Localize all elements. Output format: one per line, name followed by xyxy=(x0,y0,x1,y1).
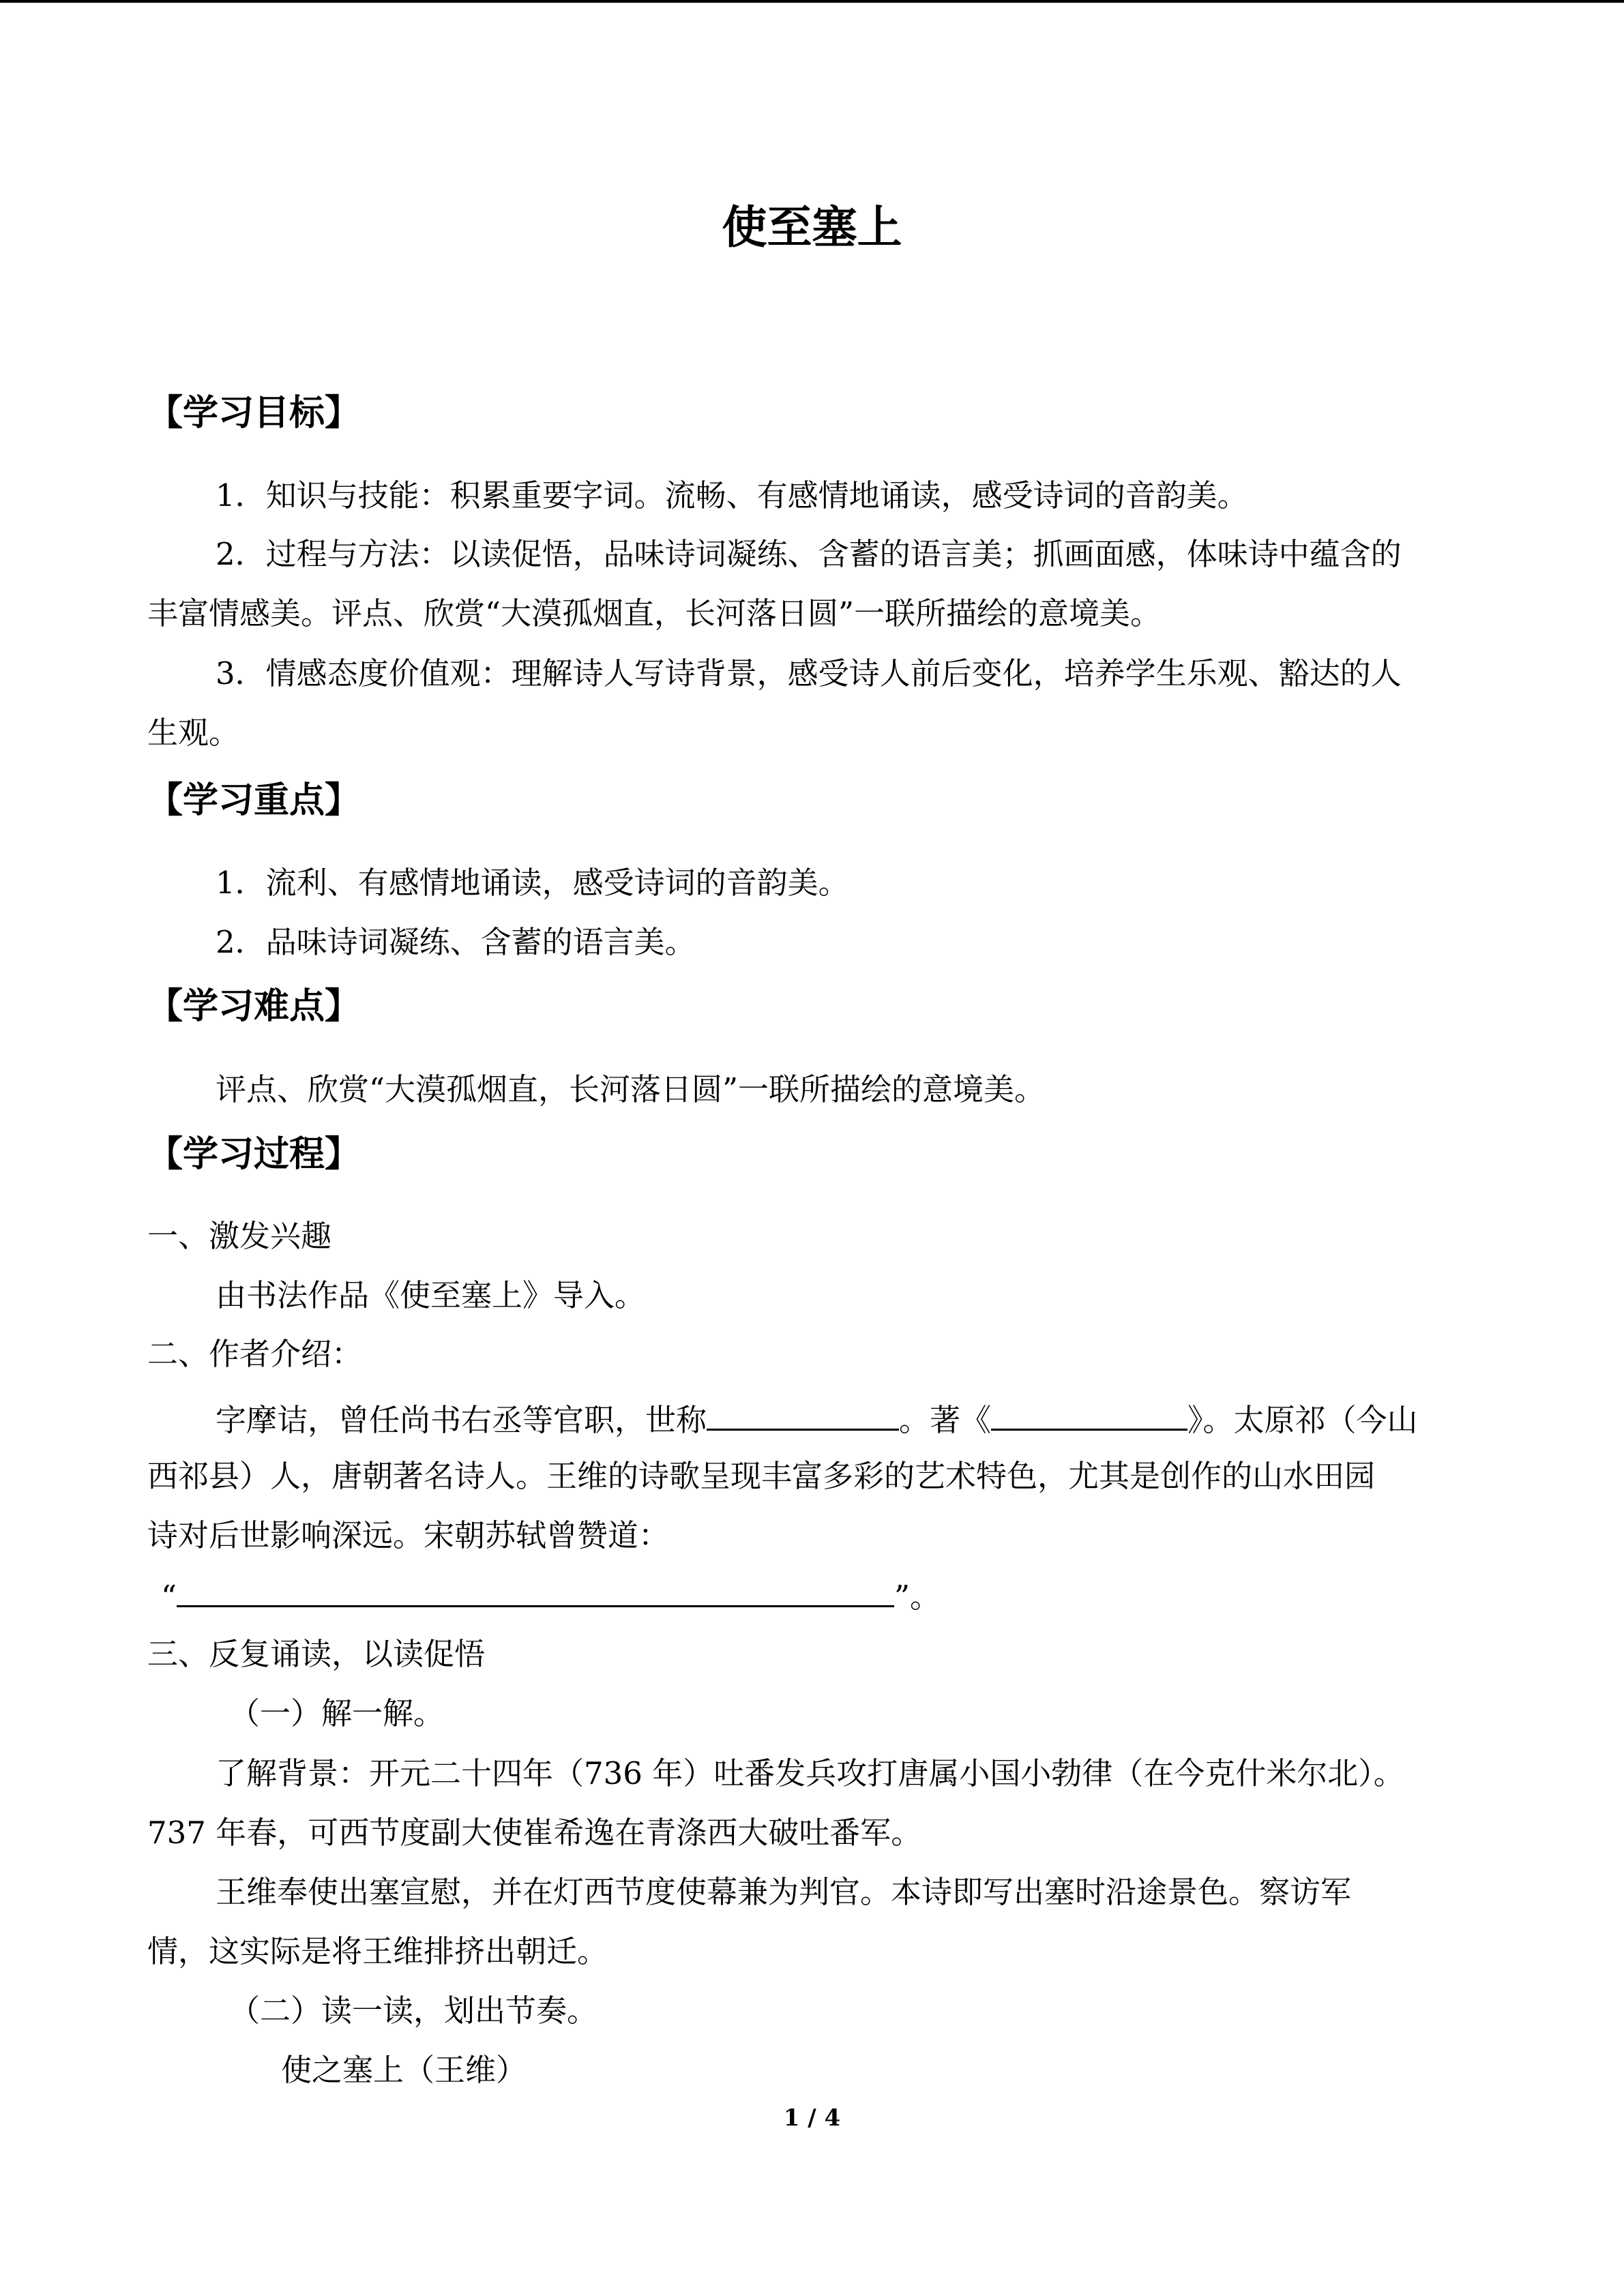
background-line-2: 737 年春，可西节度副大使崔希逸在青涤西大破吐番军。 xyxy=(147,1815,922,1851)
fill-blank-quote[interactable] xyxy=(177,1578,894,1607)
goal-line-2a: 2．过程与方法：以读促悟，品味诗词凝练、含蓄的语言美；抓画面感，体味诗中蕴含的 xyxy=(216,536,1402,572)
heading-process: 【学习过程】 xyxy=(147,1133,361,1175)
page-title: 使至塞上 xyxy=(722,200,902,254)
top-border xyxy=(0,0,1624,3)
process-item-3f: （二）读一读，划出节奏。 xyxy=(229,1993,598,2029)
goal-line-1: 1．知识与技能：积累重要字词。流畅、有感情地诵读，感受诗词的音韵美。 xyxy=(216,477,1248,513)
goal-line-2b: 丰富情感美。评点、欣赏“大漠孤烟直，长河落日圆”一联所描绘的意境美。 xyxy=(147,595,1162,631)
fill-blank-title[interactable] xyxy=(707,1401,899,1431)
page-number: 1 / 4 xyxy=(783,2104,841,2132)
author-line-1 xyxy=(216,1401,1418,1438)
author-text-3: 》。太原祁（今山 xyxy=(1187,1402,1418,1438)
author-line-3: 诗对后世影响深远。宋朝苏轼曾赞道： xyxy=(147,1517,670,1553)
goal-line-3a: 3．情感态度价值观：理解诗人写诗背景，感受诗人前后变化，培养学生乐观、豁达的人 xyxy=(216,655,1402,691)
key-line-1: 1．流利、有感情地诵读，感受诗词的音韵美。 xyxy=(216,865,849,901)
process-item-3a: （一）解一解。 xyxy=(229,1695,445,1731)
author-line-4 xyxy=(161,1578,941,1615)
heading-difficult: 【学习难点】 xyxy=(147,985,361,1027)
quote-close: ”。 xyxy=(894,1579,941,1615)
author-line-2: 西祁县）人，唐朝著名诗人。王维的诗歌呈现丰富多彩的艺术特色，尤其是创作的山水田园 xyxy=(147,1458,1376,1494)
process-item-1: 一、激发兴趣 xyxy=(147,1218,332,1254)
heading-key: 【学习重点】 xyxy=(147,779,361,821)
key-line-2: 2．品味诗词凝练、含蓄的语言美。 xyxy=(216,924,696,960)
author-text-2: 。著《 xyxy=(899,1402,992,1438)
poem-title: 使之塞上（王维） xyxy=(281,2052,527,2088)
difficult-line-1: 评点、欣赏“大漠孤烟直，长河落日圆”一联所描绘的意境美。 xyxy=(216,1071,1046,1107)
quote-open: “ xyxy=(161,1579,177,1615)
fill-blank-work[interactable] xyxy=(991,1401,1187,1431)
background-line-1: 了解背景：开元二十四年（736 年）吐番发兵攻打唐属小国小勃律（在今克什米尔北）。 xyxy=(216,1755,1404,1791)
author-text-1: 字摩诘，曾任尚书右丞等官职，世称 xyxy=(216,1402,707,1438)
goal-line-3b: 生观。 xyxy=(147,715,240,751)
process-item-1a: 由书法作品《使至塞上》导入。 xyxy=(216,1277,646,1313)
process-item-3: 三、反复诵读，以读促悟 xyxy=(147,1636,486,1672)
background-line-3: 王维奉使出塞宣慰，并在灯西节度使幕兼为判官。本诗即写出塞时沿途景色。察访军 xyxy=(216,1874,1352,1910)
background-line-4: 情，这实际是将王维排挤出朝迁。 xyxy=(147,1933,608,1969)
process-item-2: 二、作者介绍： xyxy=(147,1336,363,1372)
heading-goals: 【学习目标】 xyxy=(147,392,361,434)
